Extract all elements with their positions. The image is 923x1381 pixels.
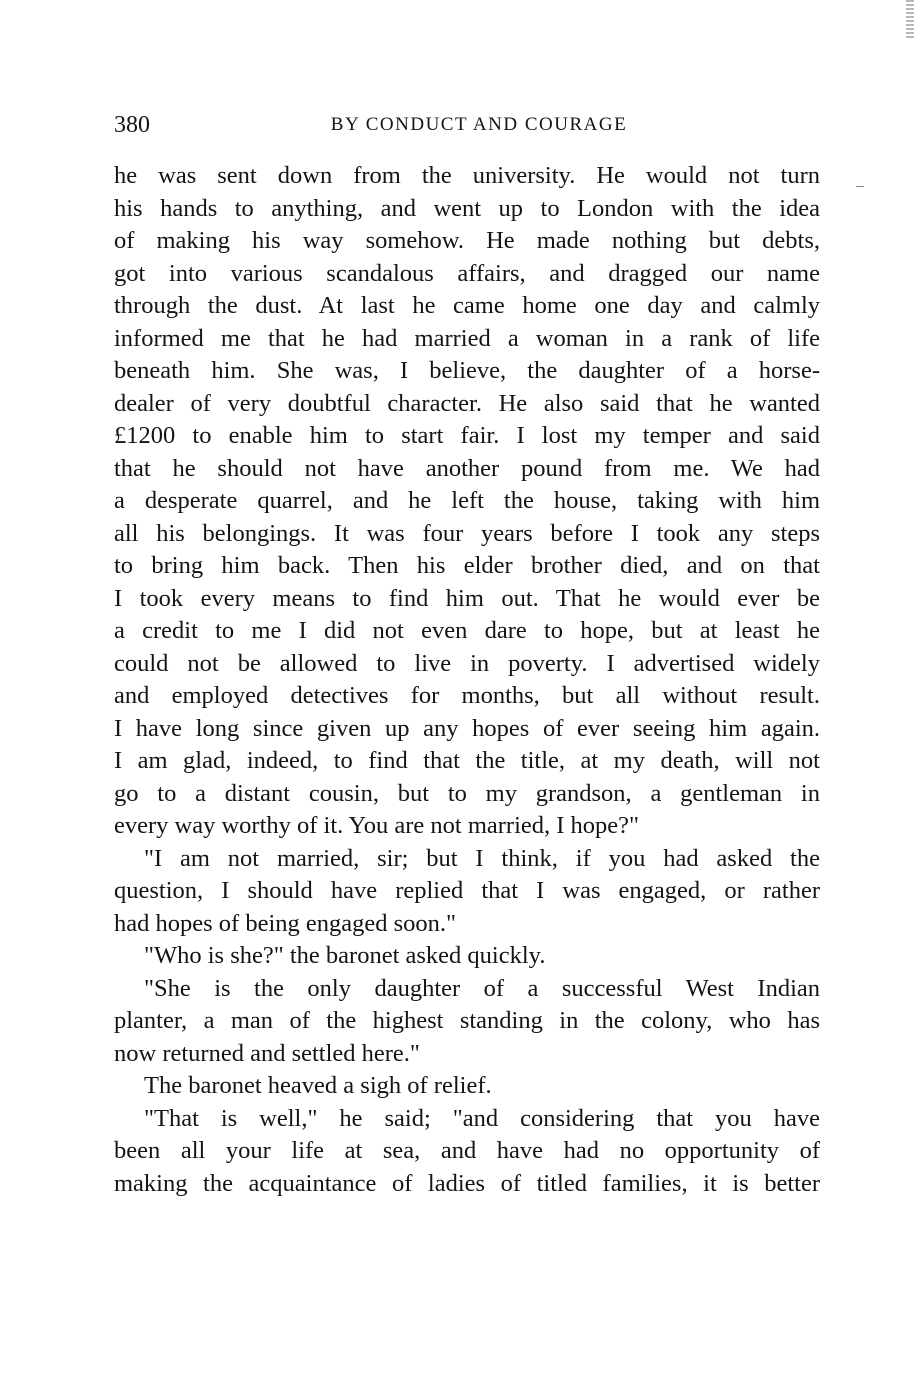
page-number: 380 xyxy=(114,112,150,138)
text-line: every way worthy of it. You are not married, I hope?" xyxy=(114,812,640,839)
text-line: been all your life at sea, and have had no opportunity of xyxy=(114,1137,820,1164)
text-line: £1200 to enable him to start fair. I lost my temper and said xyxy=(114,422,820,449)
text-line: got into various scandalous affairs, and dragged our name xyxy=(114,259,820,287)
running-title: BY CONDUCT AND COURAGE xyxy=(330,114,628,135)
text-line: a desperate quarrel, and he left the house, taking with him xyxy=(114,487,820,514)
text-line: all his belongings. It was four years before I took any steps xyxy=(114,519,820,547)
text-line: and employed detectives for months, but all without result. xyxy=(114,682,820,709)
text-line: of making his way somehow. He made nothing but debts, xyxy=(114,227,820,254)
text-line: "Who is she?" the baronet asked quickly. xyxy=(144,942,546,969)
text-line: question, I should have replied that I was engaged, or rather xyxy=(114,877,820,904)
text-line: planter, a man of the highest standing in the colony, who has xyxy=(114,1007,820,1034)
text-line: The baronet heaved a sigh of relief. xyxy=(144,1072,492,1099)
text-line: dealer of very doubtful character. He also said that he wanted xyxy=(114,389,820,417)
running-head xyxy=(114,108,820,142)
text-line: he was sent down from the university. He would not turn xyxy=(114,162,820,189)
text-line: his hands to anything, and went up to London with the idea xyxy=(114,194,820,222)
text-line: go to a distant cousin, but to my grandson, a gentleman in xyxy=(114,779,820,807)
body-text xyxy=(114,160,820,1200)
text-line: to bring him back. Then his elder brother died, and on that xyxy=(114,552,820,579)
margin-mark xyxy=(856,186,864,187)
text-line: informed me that he had married a woman in a rank of life xyxy=(114,324,820,352)
text-line: a credit to me I did not even dare to hope, but at least he xyxy=(114,617,820,644)
text-line: I am glad, indeed, to find that the title, at my death, will not xyxy=(114,747,820,774)
text-line: that he should not have another pound from me. We had xyxy=(114,454,820,482)
text-line: "She is the only daughter of a successful West Indian xyxy=(144,974,820,1002)
text-line: "I am not married, sir; but I think, if you had asked the xyxy=(144,844,820,872)
text-line: I have long since given up any hopes of ever seeing him again. xyxy=(114,714,820,742)
text-line: I took every means to find him out. That he would ever be xyxy=(114,584,820,612)
text-line: through the dust. At last he came home one day and calmly xyxy=(114,292,820,319)
text-line: could not be allowed to live in poverty. I advertised widely xyxy=(114,649,820,677)
text-line: making the acquaintance of ladies of titled families, it is better xyxy=(114,1169,820,1197)
text-line: beneath him. She was, I believe, the daughter of a horse- xyxy=(114,357,820,384)
text-line: had hopes of being engaged soon." xyxy=(114,909,457,937)
text-line: "That is well," he said; "and considering that you have xyxy=(144,1104,820,1132)
scan-edge-mark xyxy=(906,0,914,40)
text-line: now returned and settled here." xyxy=(114,1039,420,1067)
